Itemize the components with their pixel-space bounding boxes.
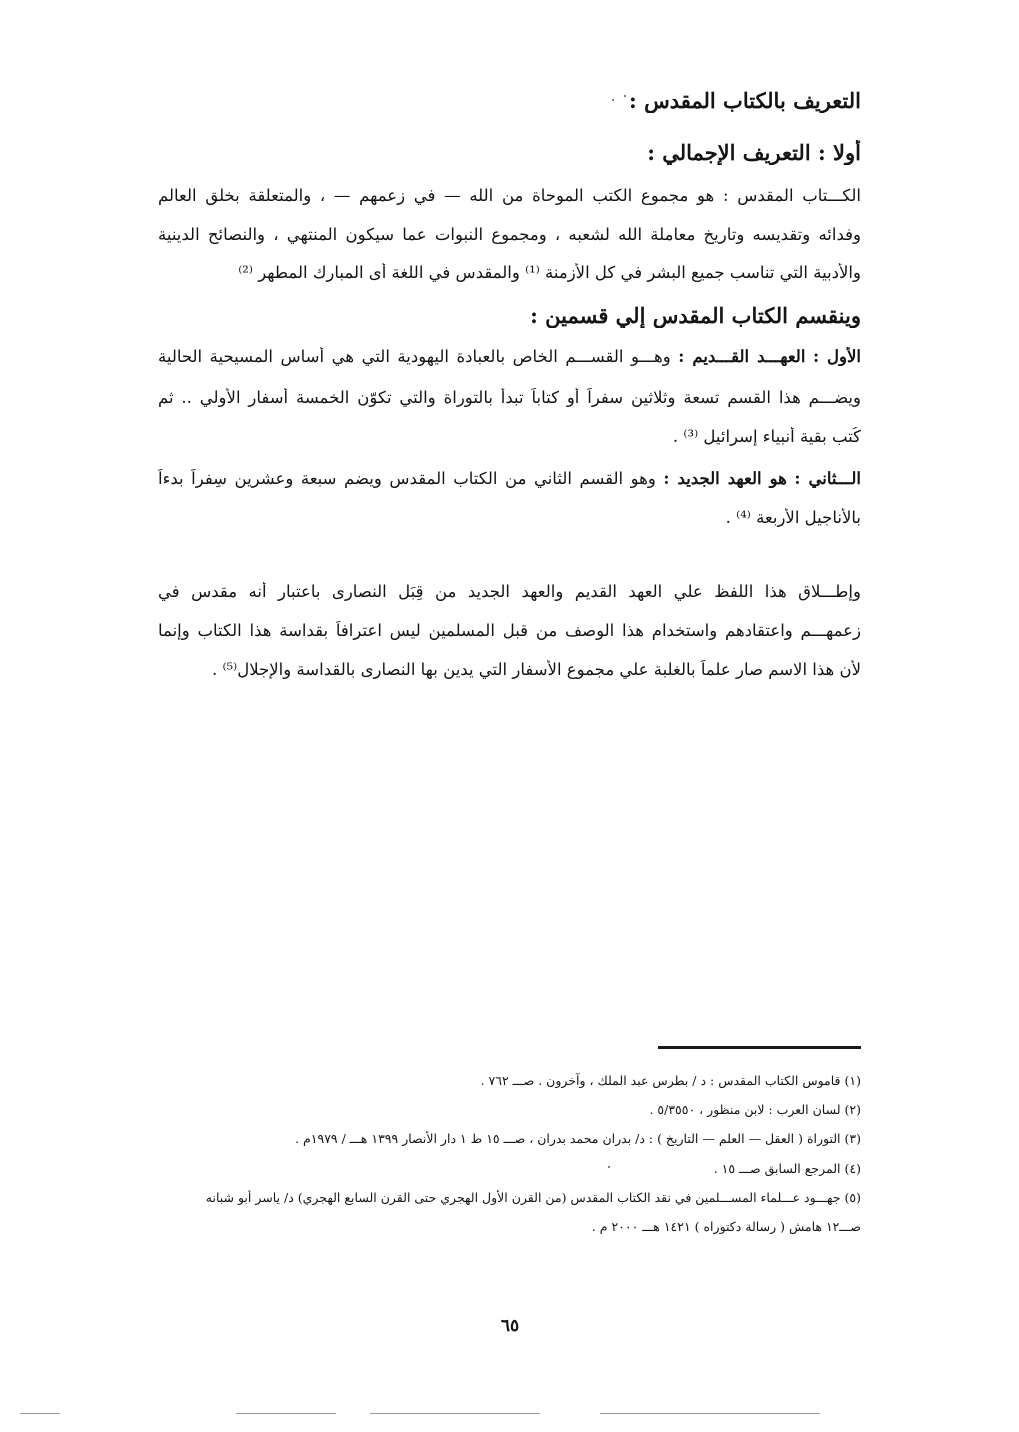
old-testament-line [158, 347, 861, 366]
definition-line: وفدائه وتقديسه وتاريخ معاملة الله لشعبه ، ومجموع النبوات عما سيكون المنتهي ، والنصائح الدينية [158, 225, 861, 244]
section-heading: التعريف بالكتاب المقدس : [629, 88, 861, 113]
new-testament-name: هو العهد الجديد : [663, 469, 787, 488]
definition-line: الكـــتاب المقدس : هو مجموع الكتب الموحاة من الله — في زعمهم — ، والمتعلقة بخلق العالم [158, 186, 861, 205]
subsection-heading: أولا : التعريف الإجمالي : [647, 140, 861, 165]
scan-edge-line [20, 1413, 60, 1414]
footnote: (٣) التوراة ( العقل — العلم — التاريخ ) : د/ بدران محمد بدران ، صـــ ١٥ ط ١ دار الأنصار ١٣٩٩ هـــ / ١٩٧٩م . [295, 1131, 861, 1146]
scan-speck [608, 1166, 610, 1168]
scan-speck [624, 95, 626, 97]
footnote: (٢) لسان العرب : لابن منظور ، ٥/٣٥٥٠ . [649, 1102, 861, 1117]
new-testament-line: بالأناجيل الأربعة ⁽⁴⁾ . [725, 508, 861, 527]
new-testament-description: وهو القسم الثاني من الكتاب المقدس ويضم سبعة وعشرين سِفراً بدءاً [158, 469, 656, 488]
scan-edge-line [236, 1413, 336, 1414]
usage-paragraph-line: زعمهـــم واعتقادهم واستخدام هذا الوصف من قبل المسلمين ليس اعترافاً بقداسة هذا الكتاب وإنما [158, 621, 861, 640]
division-heading: وينقسم الكتاب المقدس إلي قسمين : [530, 303, 861, 328]
footnote-separator [658, 1046, 861, 1049]
old-testament-name: العهـــد القـــديم : [678, 347, 806, 366]
scan-speck [612, 99, 614, 101]
footnote: (٥) جهـــود عـــلماء المســـلمين في نقد الكتاب المقدس (من القرن الأول الهجري حتى القرن السابع الهجري) د/ ياسر أبو شبانه [205, 1190, 861, 1205]
usage-paragraph-line: وإطـــلاق هذا اللفظ علي العهد القديم والعهد الجديد من قِبَل النصارى باعتبار أنه مقدس في [158, 582, 861, 601]
footnote: (٤) المرجع السابق صـــ ١٥ . [713, 1161, 861, 1176]
usage-paragraph-line: لأن هذا الاسم صار علماً بالغلبة علي مجموع الأسفار التي يدين بها النصارى بالقداسة والإجلال⁽⁵⁾ . [211, 660, 861, 679]
old-testament-line: ويضـــم هذا القسم تسعة وثلاثين سفراً أو كتاباً تبدأ بالتوراة والتي تكوّن الخمسة أسفار الأولي .. ثم [158, 388, 861, 407]
old-testament-description: وهـــو القســـم الخاص بالعبادة اليهودية التي هي أساس المسيحية الحالية [158, 347, 671, 366]
footnote: (١) قاموس الكتاب المقدس : د / بطرس عبد الملك ، وآخرون . صـــ ٧٦٢ . [480, 1073, 861, 1088]
new-testament-label: الـــثاني : [794, 469, 861, 488]
scan-edge-line [370, 1413, 540, 1414]
definition-line: والأدبية التي تناسب جميع البشر في كل الأزمنة ⁽¹⁾ والمقدس في اللغة أى المبارك المطهر ⁽²⁾ [238, 263, 861, 282]
page-number: ٦٥ [500, 1316, 520, 1336]
new-testament-line [158, 469, 861, 488]
old-testament-line: كُتب بقية أنبياء إسرائيل ⁽³⁾ . [672, 427, 861, 446]
old-testament-label: الأول : [812, 347, 861, 366]
footnote-continuation: صـــ١٢ هامش ( رسالة دكتوراه ) ١٤٢١ هـــ ٢٠٠٠ م . [591, 1219, 861, 1234]
scan-edge-line [600, 1413, 820, 1414]
